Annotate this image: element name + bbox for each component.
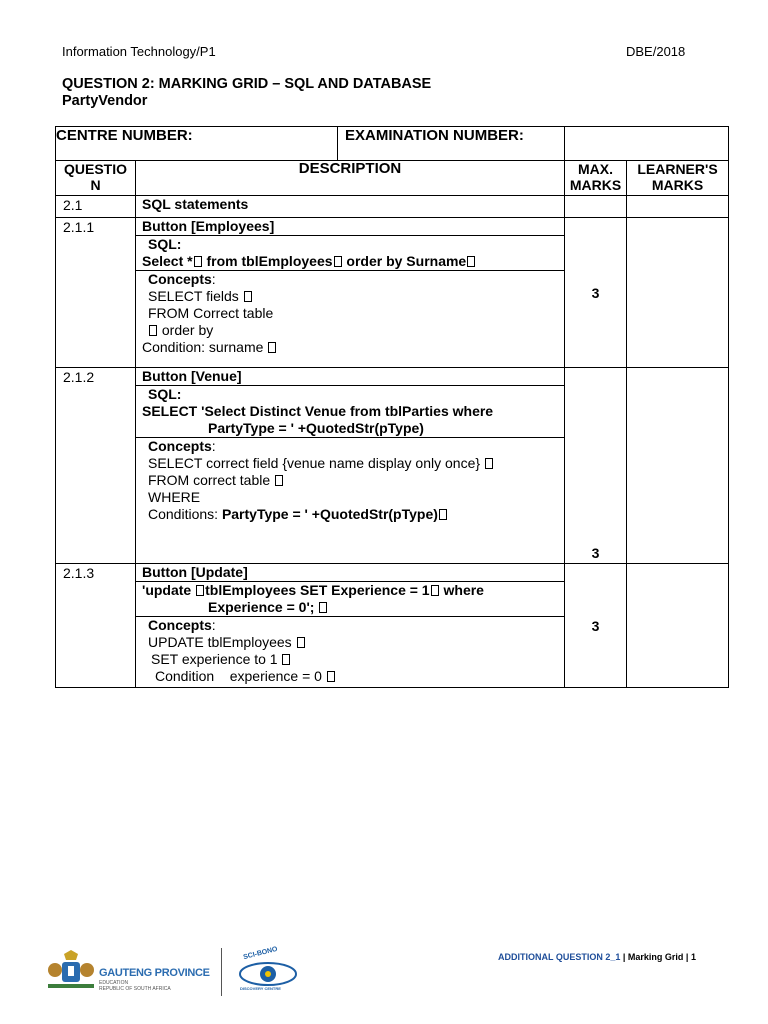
sci-bono-sub: DISCOVERY CENTRE (240, 986, 281, 991)
col-learner-line1: LEARNER'S (637, 161, 718, 177)
concepts-block (136, 617, 564, 685)
concept-item: Condition experience = 0 (155, 668, 326, 684)
tick-box-icon (196, 585, 204, 596)
sql-text: from tblEmployees (202, 253, 333, 269)
col-question-line2: N (90, 177, 101, 193)
concepts-label: Concepts (148, 438, 212, 454)
centre-row (56, 127, 729, 161)
max-marks-value: 3 (565, 368, 627, 564)
col-question-line1: QUESTIO (63, 161, 127, 177)
sql-text: where (439, 582, 484, 598)
tick-box-icon (149, 325, 157, 336)
tick-box-icon (467, 256, 475, 267)
concept-item: SELECT correct field {venue name display only once} (148, 455, 484, 471)
tick-box-icon (327, 671, 335, 682)
question-number: 2.1.1 (56, 218, 136, 368)
col-max-line2: MARKS (569, 177, 622, 193)
description-cell (136, 368, 565, 564)
max-marks-cell (565, 196, 627, 218)
col-description-header: DESCRIPTION (136, 161, 565, 196)
tick-box-icon (439, 509, 447, 520)
concept-item: FROM Correct table (148, 305, 274, 321)
col-learner-line2: MARKS (651, 177, 704, 193)
table-row (56, 368, 729, 564)
tick-box-icon (297, 637, 305, 648)
sql-text: PartyType = ' +QuotedStr(pType) (208, 420, 424, 436)
button-label: Button [Employees] (136, 218, 564, 236)
concept-item: FROM correct table (148, 472, 275, 488)
tick-box-icon (268, 342, 276, 353)
concept-item: Conditions: (148, 506, 222, 522)
table-row (56, 564, 729, 688)
concepts-block (136, 271, 564, 356)
concepts-label: Concepts (148, 617, 212, 633)
document-header-subject: Information Technology/P1 (62, 44, 216, 59)
sql-text: Experience = 0'; (208, 599, 319, 615)
learner-marks-cell (627, 196, 729, 218)
gauteng-name: GAUTENG PROVINCE (99, 967, 210, 979)
sql-label: SQL: (148, 236, 182, 252)
centre-number-label: CENTRE NUMBER: (56, 127, 338, 160)
tick-box-icon (282, 654, 290, 665)
col-learner-header (627, 161, 729, 196)
description-cell (136, 564, 565, 688)
concepts-block (136, 438, 564, 523)
concept-condition: PartyType = ' +QuotedStr(pType) (221, 506, 438, 522)
gauteng-sub1: EDUCATION (99, 980, 129, 986)
col-max-line1: MAX. (578, 161, 613, 177)
concept-item: order by (158, 322, 214, 338)
concept-item: Condition: surname (142, 339, 268, 355)
description-cell (136, 218, 565, 368)
gauteng-sub2: REPUBLIC OF SOUTH AFRICA (99, 986, 171, 992)
sql-text: tblEmployees SET Experience = 1 (205, 582, 430, 598)
sql-block (136, 236, 564, 271)
sql-text: order by Surname (342, 253, 467, 269)
learner-marks-cell (627, 218, 729, 368)
footer-section: Marking Grid (627, 952, 684, 962)
concepts-colon: : (211, 271, 216, 287)
sql-text: SELECT 'Select Distinct Venue from tblParties where (142, 403, 494, 419)
footer-separator: | (683, 952, 691, 962)
tick-box-icon (244, 291, 252, 302)
col-max-header (565, 161, 627, 196)
sql-text: 'update (142, 582, 196, 598)
concepts-colon: : (211, 438, 216, 454)
sql-text: Select * (142, 253, 193, 269)
concept-item: SET experience to 1 (151, 651, 282, 667)
max-marks-value: 3 (565, 218, 627, 368)
tick-box-icon (319, 602, 327, 613)
tick-box-icon (275, 475, 283, 486)
concept-item: SELECT fields (148, 288, 243, 304)
sql-label: SQL: (148, 386, 182, 402)
concept-item: WHERE (148, 489, 201, 505)
eye-icon (240, 963, 296, 985)
sql-block (136, 582, 564, 617)
tick-box-icon (194, 256, 202, 267)
coat-of-arms-icon (48, 950, 94, 988)
examination-number-value (565, 127, 729, 161)
section-title: SQL statements (142, 196, 249, 212)
document-header-code: DBE/2018 (626, 44, 686, 59)
tick-box-icon (431, 585, 439, 596)
button-label: Button [Venue] (136, 368, 564, 386)
tick-box-icon (334, 256, 342, 267)
button-label: Button [Update] (136, 564, 564, 582)
learner-marks-cell (627, 368, 729, 564)
logo-divider (221, 948, 222, 996)
question-title: QUESTION 2: MARKING GRID – SQL AND DATABASE (62, 76, 432, 92)
centre-number-cell (56, 127, 565, 161)
question-subtitle: PartyVendor (62, 93, 148, 109)
question-number: 2.1.2 (56, 368, 136, 564)
sci-bono-name: SCI-BONO (242, 945, 279, 962)
concepts-label: Concepts (148, 271, 212, 287)
sql-block (136, 386, 564, 438)
concepts-colon: : (211, 617, 216, 633)
concept-item: UPDATE tblEmployees (148, 634, 296, 650)
marking-grid-table (55, 126, 729, 688)
footer-title: ADDITIONAL QUESTION 2_1 (498, 952, 621, 962)
table-row (56, 196, 729, 218)
table-row (56, 218, 729, 368)
footer-separator: | (620, 952, 628, 962)
max-marks-value: 3 (565, 564, 627, 688)
header-row (56, 161, 729, 196)
question-number: 2.1 (56, 196, 136, 218)
question-number: 2.1.3 (56, 564, 136, 688)
footer (498, 952, 696, 962)
learner-marks-cell (627, 564, 729, 688)
examination-number-label: EXAMINATION NUMBER: (345, 127, 524, 144)
col-question-header (56, 161, 136, 196)
tick-box-icon (485, 458, 493, 469)
page-number: 1 (690, 952, 696, 962)
